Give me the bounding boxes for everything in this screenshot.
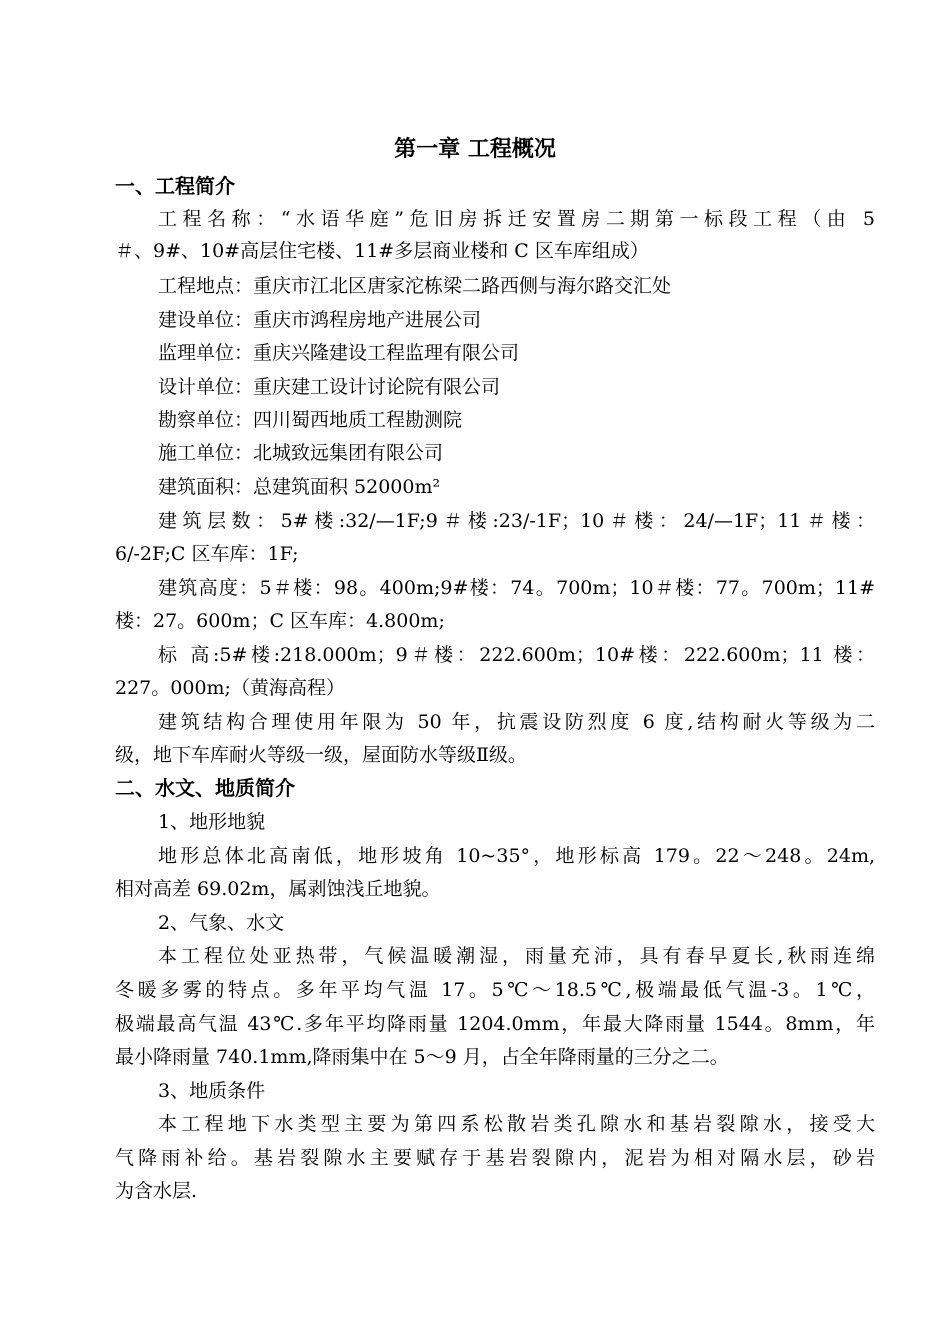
paragraph-line: 最小降雨量 740.1mm,降雨集中在 5～9 月，占全年降雨量的三分之二。 [115, 1046, 729, 1068]
paragraph-line: 建筑高度：5＃楼：98。400m;9#楼：74。700m；10＃楼：77。700m；11# [158, 577, 875, 599]
paragraph-line: 建设单位：重庆市鸿程房地产进展公司 [158, 309, 482, 331]
paragraph-line: 建筑层数：5#楼:32/—1F;9＃楼:23/-1F；10＃楼：24/—1F；11＃楼： [158, 510, 875, 532]
paragraph-line: 本工程位处亚热带，气候温暖潮湿，雨量充沛，具有春早夏长,秋雨连绵 [158, 945, 875, 967]
paragraph-line: 227。000m;（黄海高程） [115, 677, 345, 699]
paragraph-line: 施工单位：北城致远集团有限公司 [158, 442, 444, 464]
paragraph-line: 设计单位：重庆建工设计讨论院有限公司 [158, 376, 501, 398]
paragraph-line: 极端最高气温 43℃.多年平均降雨量 1204.0mm，年最大降雨量 1544。8mm，年 [115, 1013, 875, 1035]
paragraph-line: 建筑结构合理使用年限为 50 年，抗震设防烈度 6 度,结构耐火等级为二 [158, 711, 875, 733]
paragraph-line: 建筑面积：总建筑面积 52000m² [158, 476, 441, 498]
paragraph-line: 气降雨补给。基岩裂隙水主要赋存于基岩裂隙内，泥岩为相对隔水层，砂岩 [115, 1147, 875, 1169]
subsection-title: 2、气象、水文 [158, 912, 285, 934]
paragraph-line: 楼：27。600m；C 区车库：4.800m; [115, 610, 445, 632]
section-heading-project-overview: 一、工程简介 [115, 174, 235, 198]
paragraph-line: 勘察单位：四川蜀西地质工程勘测院 [158, 409, 463, 431]
paragraph-line: 为含水层. [115, 1180, 198, 1202]
paragraph-line: 地形总体北高南低，地形坡角 10~35°，地形标高 179。22～248。24m, [158, 845, 875, 867]
paragraph-line: ＃、9#、10#高层住宅楼、11#多层商业楼和 C 区车库组成） [115, 240, 649, 262]
section-heading-hydrology-geology: 二、水文、地质简介 [115, 776, 295, 800]
subsection-title: 1、地形地貌 [158, 811, 266, 833]
paragraph-line: 相对高差 69.02m，属剥蚀浅丘地貌。 [115, 878, 441, 900]
paragraph-line: 工程地点：重庆市江北区唐家沱栋梁二路西侧与海尔路交汇处 [158, 275, 672, 297]
paragraph-line: 监理单位：重庆兴隆建设工程监理有限公司 [158, 342, 520, 364]
paragraph-line: 工程名称：“水语华庭”危旧房拆迁安置房二期第一标段工程（由 5 [158, 208, 875, 230]
chapter-title: 第一章 工程概况 [394, 137, 556, 162]
paragraph-line: 标 高:5#楼:218.000m；9＃楼：222.600m；10#楼：222.600m；11 楼： [158, 644, 875, 666]
paragraph-line: 冬暖多雾的特点。多年平均气温 17。5℃～18.5℃,极端最低气温-3。1℃， [115, 979, 875, 1001]
paragraph-line: 6/-2F;C 区车库：1F; [115, 543, 299, 565]
subsection-title: 3、地质条件 [158, 1080, 266, 1102]
paragraph-line: 本工程地下水类型主要为第四系松散岩类孔隙水和基岩裂隙水，接受大 [158, 1113, 875, 1135]
paragraph-line: 级，地下车库耐火等级一级，屋面防水等级Ⅱ级。 [115, 744, 527, 766]
